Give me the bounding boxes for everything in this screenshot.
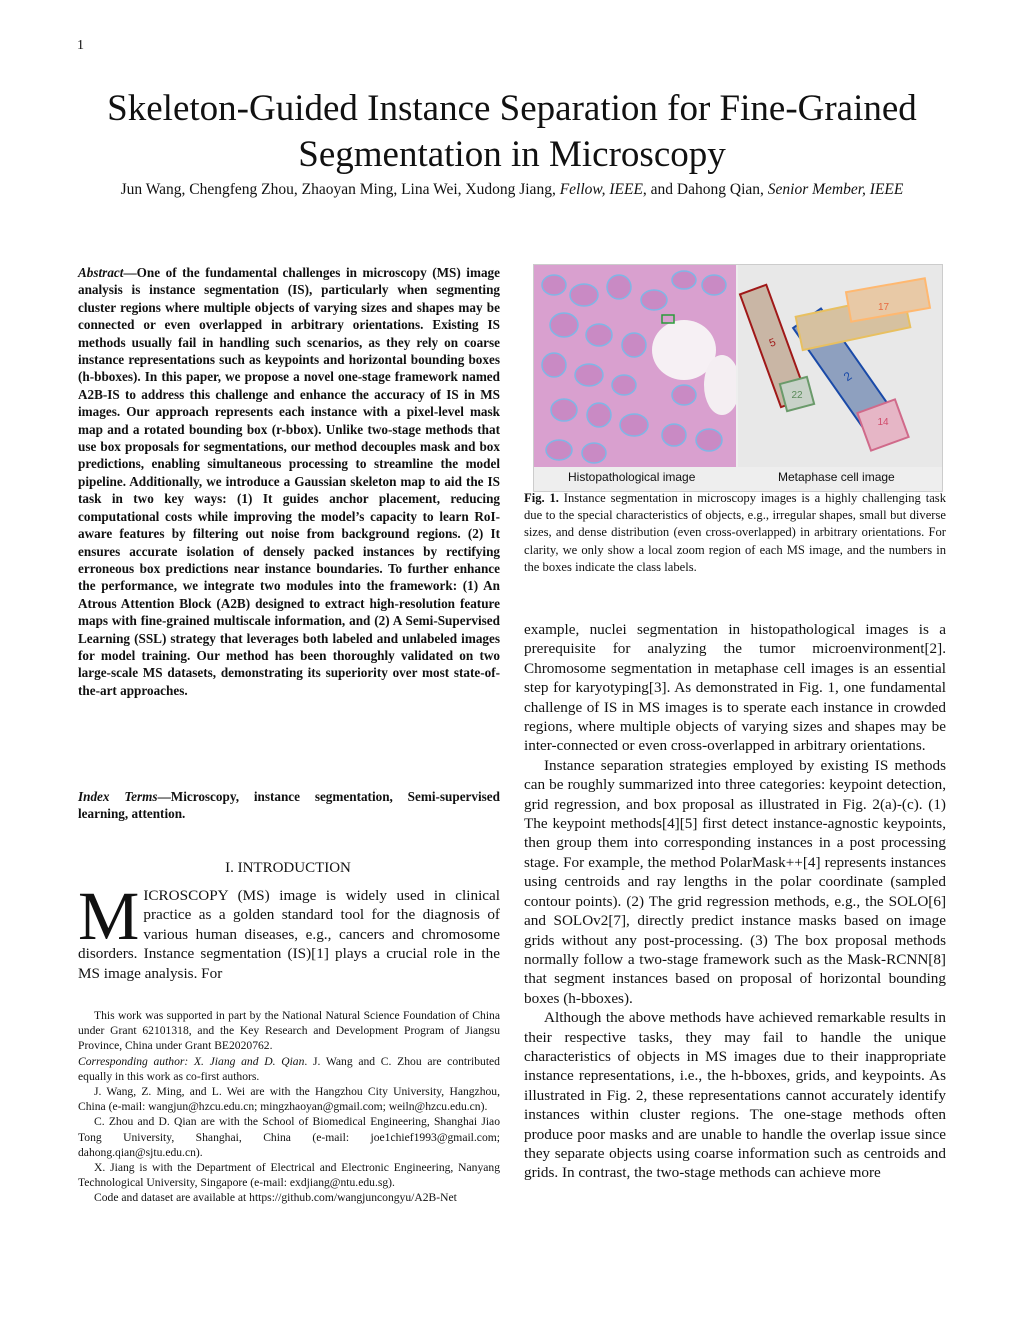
footnote-funding: This work was supported in part by the National Natural Science Foundation of China under Grant 62101318, and the Key Research and Development Program of Jiangsu Province, China under Grant BE2020762. [78,1009,500,1053]
footnote-code: Code and dataset are available at https://github.com/wangjuncongyu/A2B-Net [94,1191,457,1205]
caption-label: Fig. 1. [524,491,559,505]
paragraph-1: example, nuclei segmentation in histopathological images is a prerequisite for analyzing the tumor microenvironment[2]. Chromosome segmentation in metaphase cell images is an essential step for karyotyping[3]. As demonstrated in Fig. 1, one fundamental challenge of IS in MS images is to sperate each instance in crowded regions, where multiple objects of varying sizes and shapes may be inter-connected or even cross-overlapped in arbitrary orientations. [524,621,946,755]
authors-and: , and Dahong Qian, [642,181,768,198]
index-terms-label: Index Terms [78,789,158,804]
drop-cap: M [78,878,140,954]
fellow-title: Fellow, IEEE [559,181,643,198]
metaphase-illustration [738,265,942,467]
abstract-text: —One of the fundamental challenges in microscopy (MS) image analysis is instance segmentation (IS), particularly when segmenting cluster regions where multiple objects of varying sizes and shapes may be connected or even overlapped in arbitrary orientations. Existing IS methods usually fail in handling such scenarios, as they rely on coarse instance representations such as keypoints and horizontal bounding boxes (h-bboxes). In this paper, we propose a novel one-stage framework named A2B-IS to address this challenge and enhance the accuracy of IS in MS images. Our approach represents each instance with a pixel-level mask map and a rotated bounding box (r-bbox). Unlike two-stage methods that use box proposals for segmentations, our method decouples mask and box predictions, enabling simultaneous processing to streamline the model pipeline. Additionally, we introduce a Gaussian skeleton map to aid the IS task in two key ways: (1) It guides anchor placement, reducing computational costs while improving the model’s capacity to learn RoI-aware features by filtering out noise from background regions. (2) It ensures accurate isolation of densely packed instances by rectifying erroneous box predictions near instance boundaries. To further enhance the performance, we integrate two modules into the framework: (1) An Atrous Attention Block (A2B) designed to extract high-resolution feature maps with fine-grained multiscale information, and (2) A Semi-Supervised Learning (SSL) strategy that leverages both labeled and unlabeled images for model training. Our method has been thoroughly validated on two large-scale MS datasets, demonstrating its superiority over most state-of-the-art approaches. [78,265,500,698]
abstract-label: Abstract [78,265,124,280]
index-terms [78,788,500,823]
footnote-affil-3: X. Jiang is with the Department of Electrical and Electronic Engineering, Nanyang Technological University, Singapore (e-mail: exdjiang@ntu.edu.sg). [78,1161,500,1190]
footnote-affil-1: J. Wang, Z. Ming, and L. Wei are with the Hangzhou City University, Hangzhou, China (e-mail: wangjun@hzcu.edu.cn; mingzhaoyan@gmail.com; weiln@hzcu.edu.cn). [78,1085,500,1114]
intro-paragraph [78,878,500,983]
figure-caption [524,490,946,576]
author-list [70,180,954,200]
abstract [78,264,500,699]
paragraph-3: Although the above methods have achieved remarkable results in their respective tasks, they may fail to handle the unique characteristics of objects in MS images due to their inappropriate instance representations, i.e., the h-bboxes, grids, and keypoints. As illustrated in Fig. 2, these representations cannot accurately identify instances within cluster regions. The one-stage methods often produce poor masks and are unable to handle the overlap issue since they separate objects using coarse information such as centroids and grids. In contrast, the two-stage methods can achieve more [524,1009,946,1182]
index-terms-text: —Microscopy, instance segmentation, Semi-supervised learning, attention. [78,789,500,822]
caption-text: Instance segmentation in microscopy images is a highly challenging task due to the special characteristics of objects, e.g., irregular shapes, small but diverse sizes, and dense distribution (even cross-overlapped) in arbitrary orientations. For clarity, we only show a local zoom region of each MS image, and the numbers in the boxes indicate the class labels. [524,491,946,574]
footnote-cofirst: . J. Wang and C. Zhou are contributed equally in this work as co-first authors. [78,1054,500,1083]
right-column-text [524,620,946,1183]
box-label-2: 2 [841,368,855,385]
box-label-17: 17 [878,302,890,313]
paragraph-2: Instance separation strategies employed by existing IS methods can be roughly summarized into three categories: keypoint detection, grid regression, and box proposal as illustrated in Fig. 2(a)-(c). (1) The keypoint methods[4][5] first detect instance-agnostic keypoints, then group them into corresponding instances in a post processing stage. For example, the method PolarMask++[4] represents instances using centroids and ray lengths in the polar coordinate (sampled contour points). (2) The grid regression methods, e.g., the SOLO[6] and SOLOv2[7], directly predict instance masks based on image grids without any post-processing. (3) The box proposal methods normally follow a two-stage framework such as the Mask-RCNN[8] that segment instances based on proposal of horizontal bounding boxes (h-bboxes). [524,756,946,1007]
metaphase-cell-image [738,265,942,467]
paper-title: Skeleton-Guided Instance Separation for Fine-Grained Segmentation in Microscopy [107,88,917,175]
page-number: 1 [77,38,84,53]
figure-1 [533,264,943,492]
box-label-22: 22 [791,390,803,401]
fig-right-label: Metaphase cell image [778,470,895,484]
fig-left-label: Histopathological image [568,470,696,484]
footnote-corresponding: Corresponding author: X. Jiang and D. Qian [78,1054,305,1068]
footnotes [78,1008,500,1206]
intro-text: ICROSCOPY (MS) image is widely used in clinical practice as a golden standard tool for the diagnosis of various human diseases, e.g., cancers and chromosome disorders. Instance segmentation (IS)[1] plays a crucial role in the MS image analysis. For [78,887,500,982]
box-label-5: 5 [767,336,778,350]
histopathology-illustration [534,265,736,467]
histopathological-image [534,265,736,467]
senior-title: Senior Member, IEEE [767,181,904,198]
authors-main: Jun Wang, Chengfeng Zhou, Zhaoyan Ming, Lina Wei, Xudong Jiang, [120,181,560,198]
box-label-14: 14 [877,417,889,428]
footnote-affil-2: C. Zhou and D. Qian are with the School of Biomedical Engineering, Shanghai Jiao Tong University, Shanghai, China (e-mail: joe1chief1993@gmail.com; dahong.qian@sjtu.edu.cn). [78,1115,500,1159]
section-heading: I. INTRODUCTION [225,860,351,876]
